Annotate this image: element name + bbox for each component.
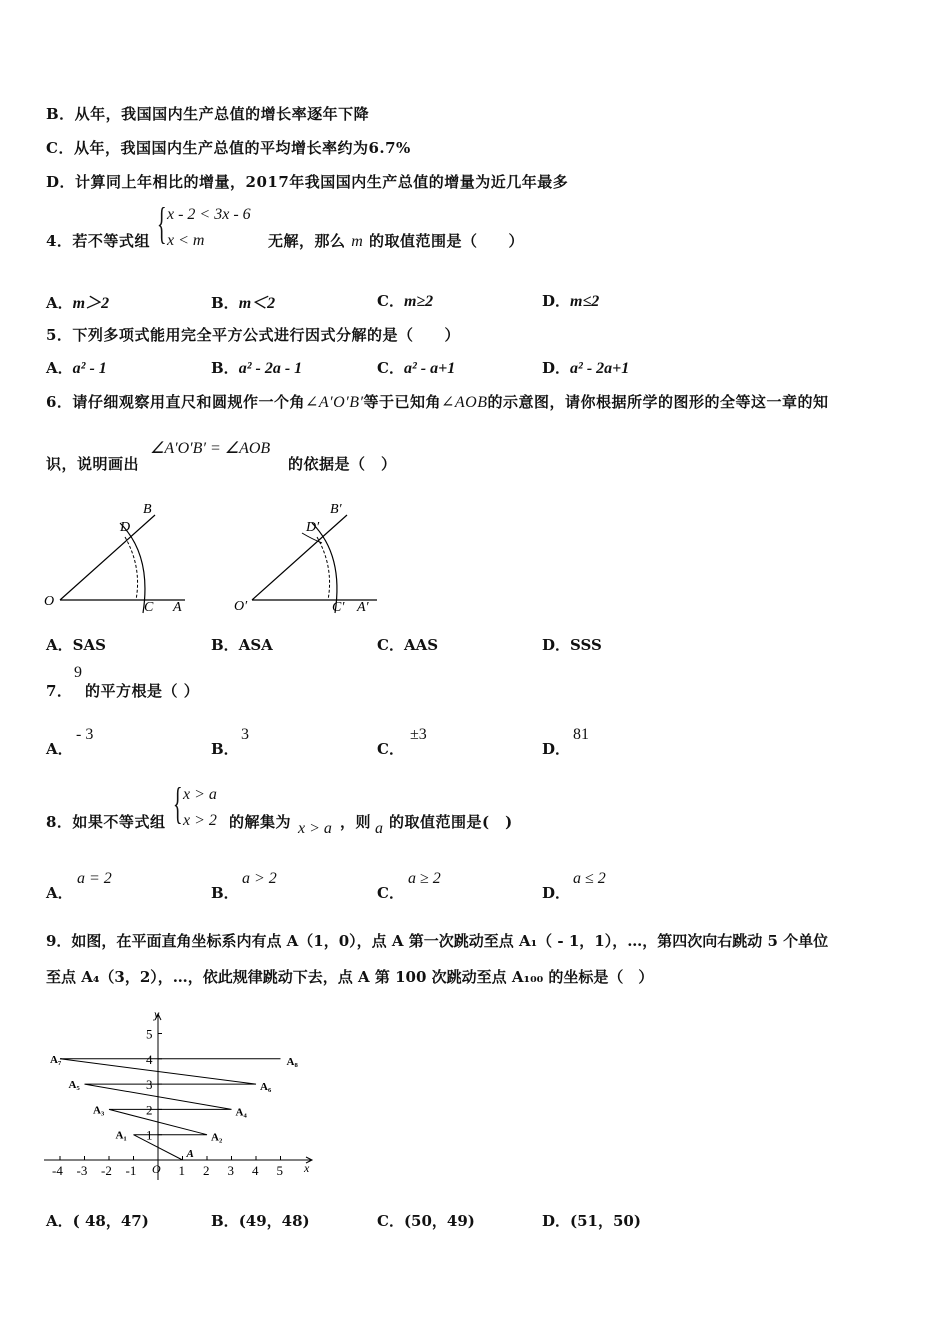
fig2-label-d: D′ bbox=[306, 520, 320, 535]
fig2-label-o: O′ bbox=[234, 599, 248, 614]
point-label-a6: A₆ bbox=[260, 1081, 272, 1094]
q8-stem-suffix: 的取值范围是( ) bbox=[389, 813, 513, 831]
q4-stem-suffix: 无解，那么 m 的取值范围是（ ） bbox=[268, 232, 525, 250]
q9-coordinate-graph bbox=[40, 1008, 325, 1188]
q6-stem-line1: 6．请仔细观察用直尺和圆规作一个角∠A′O′B′等于已知角∠AOB的示意图，请你根据所学的图形的全等这一章的知 bbox=[46, 393, 829, 411]
fig1-label-d: D bbox=[120, 520, 131, 535]
q7-option-c-value: ±3 bbox=[410, 726, 427, 743]
q7-option-d-value: 81 bbox=[573, 726, 589, 743]
y-tick-label: 4 bbox=[146, 1051, 153, 1067]
q4-inequality-system: { x - 2 < 3x - 6 x < m bbox=[157, 199, 251, 249]
q4-option-d[interactable]: D．m≤2 bbox=[542, 292, 600, 310]
q4-inequality-2: x < m bbox=[167, 232, 205, 249]
q8-option-d-letter[interactable]: D． bbox=[542, 884, 571, 902]
point-label-a2: A₂ bbox=[211, 1131, 223, 1144]
q7-radicand: 9 bbox=[74, 664, 82, 681]
y-tick-label: 1 bbox=[146, 1127, 153, 1143]
y-tick-label: 5 bbox=[146, 1026, 153, 1042]
q6-option-d[interactable]: D．SSS bbox=[542, 636, 602, 654]
q8-inequality-system: { x > a x > 2 bbox=[173, 779, 217, 829]
q8-stem-mid: 的解集为 bbox=[229, 813, 292, 831]
x-tick-label: 4 bbox=[252, 1163, 259, 1178]
q6-figure-constructed-angle bbox=[232, 495, 392, 620]
x-tick-label: -2 bbox=[101, 1163, 112, 1178]
q4-stem-prefix: 4．若不等式组 bbox=[46, 232, 150, 250]
origin-label: O bbox=[152, 1162, 161, 1176]
q3-option-d: D．计算同上年相比的增量，2017年我国国内生产总值的增量为近几年最多 bbox=[46, 173, 569, 191]
q6-option-b[interactable]: B．ASA bbox=[211, 636, 273, 654]
point-label-a1: A₁ bbox=[115, 1129, 127, 1142]
fig2-label-c: C′ bbox=[332, 600, 345, 615]
q9-option-b[interactable]: B．(49，48) bbox=[211, 1212, 310, 1230]
q5-option-c[interactable]: C．a² - a+1 bbox=[377, 359, 456, 377]
q8-option-b-letter[interactable]: B． bbox=[211, 884, 239, 902]
q3-option-c: C．从年，我国国内生产总值的平均增长率约为6.7% bbox=[46, 139, 411, 157]
q4-option-c[interactable]: C．m≥2 bbox=[377, 292, 434, 310]
q8-inequality-1: x > a bbox=[183, 786, 217, 803]
q8-stem-prefix: 8．如果不等式组 bbox=[46, 813, 166, 831]
point-label-a3: A₃ bbox=[93, 1104, 105, 1117]
q8-solution-set: x > a bbox=[298, 820, 332, 837]
q7-option-a-value: - 3 bbox=[76, 726, 94, 743]
q8-option-c-letter[interactable]: C． bbox=[377, 884, 404, 902]
q9-stem-line2: 至点 A₄（3，2），…，依此规律跳动下去，点 A 第 100 次跳动至点 A₁₀₀ 的坐标是（ ） bbox=[46, 968, 654, 986]
x-tick-label: -1 bbox=[125, 1163, 137, 1178]
q8-option-c-value: a ≥ 2 bbox=[408, 870, 441, 887]
q5-option-a[interactable]: A．a² - 1 bbox=[46, 359, 107, 377]
q7-number: 7． bbox=[46, 682, 73, 700]
fig1-label-b: B bbox=[143, 502, 152, 517]
x-axis-label: x bbox=[304, 1161, 310, 1175]
q6-equation: ∠A′O′B′ = ∠AOB bbox=[150, 440, 271, 457]
q5-option-d[interactable]: D．a² - 2a+1 bbox=[542, 359, 630, 377]
point-label-a5: A₅ bbox=[68, 1079, 80, 1092]
q9-option-a[interactable]: A．( 48，47) bbox=[46, 1212, 149, 1230]
fig1-label-o: O bbox=[44, 594, 55, 609]
q3-option-b: B．从年，我国国内生产总值的增长率逐年下降 bbox=[46, 105, 370, 123]
q8-stem-then: ，则 bbox=[340, 813, 372, 831]
q7-option-d-letter[interactable]: D． bbox=[542, 740, 571, 758]
fig2-label-b: B′ bbox=[330, 502, 342, 517]
x-tick-label: -3 bbox=[76, 1163, 88, 1178]
fig2-label-a: A′ bbox=[357, 600, 369, 615]
point-label-a4: A₄ bbox=[235, 1106, 247, 1119]
q6-stem-line2-prefix: 识，说明画出 bbox=[46, 455, 140, 473]
y-tick-label: 2 bbox=[146, 1102, 153, 1118]
fig1-label-c: C bbox=[144, 600, 154, 615]
x-tick-label: -4 bbox=[52, 1163, 63, 1178]
q7-option-b-value: 3 bbox=[241, 726, 249, 743]
q4-option-b[interactable]: B．m＜2 bbox=[211, 294, 276, 312]
q7-option-b-letter[interactable]: B． bbox=[211, 740, 239, 758]
q9-stem-line1: 9．如图，在平面直角坐标系内有点 A（1，0），点 A 第一次跳动至点 A₁（ - 1，1），…，第四次向右跳动 5 个单位 bbox=[46, 932, 829, 950]
x-tick-label: 2 bbox=[203, 1163, 210, 1178]
q8-variable: a bbox=[375, 820, 383, 837]
q8-option-b-value: a > 2 bbox=[242, 870, 277, 887]
fig1-label-a: A bbox=[173, 600, 182, 615]
q6-figure-original-angle bbox=[40, 495, 200, 620]
q8-option-a-letter[interactable]: A． bbox=[46, 884, 73, 902]
q5-stem: 5．下列多项式能用完全平方公式进行因式分解的是（ ） bbox=[46, 326, 460, 344]
q9-option-d[interactable]: D．(51，50) bbox=[542, 1212, 641, 1230]
q6-option-a[interactable]: A．SAS bbox=[46, 636, 106, 654]
q9-option-c[interactable]: C．(50，49) bbox=[377, 1212, 475, 1230]
y-axis-label: y bbox=[154, 1008, 160, 1021]
x-tick-label: 5 bbox=[276, 1163, 283, 1178]
q5-option-b[interactable]: B．a² - 2a - 1 bbox=[211, 359, 303, 377]
q4-option-a[interactable]: A．m＞2 bbox=[46, 294, 110, 312]
q7-option-a-letter[interactable]: A． bbox=[46, 740, 73, 758]
q7-stem: 的平方根是（ ） bbox=[85, 682, 200, 700]
q6-stem-line2-suffix: 的依据是（ ） bbox=[288, 455, 397, 473]
q8-option-a-value: a = 2 bbox=[77, 870, 112, 887]
q8-inequality-2: x > 2 bbox=[183, 812, 217, 829]
y-tick-label: 3 bbox=[146, 1077, 153, 1093]
q8-option-d-value: a ≤ 2 bbox=[573, 870, 606, 887]
q7-option-c-letter[interactable]: C． bbox=[377, 740, 404, 758]
point-label-a7: A₇ bbox=[50, 1053, 62, 1066]
q6-option-c[interactable]: C．AAS bbox=[377, 636, 439, 654]
point-label-a8: A₈ bbox=[286, 1055, 298, 1068]
x-tick-label: 3 bbox=[227, 1163, 234, 1178]
q4-inequality-1: x - 2 < 3x - 6 bbox=[167, 206, 251, 223]
point-label-a: A bbox=[186, 1148, 194, 1160]
x-tick-label: 1 bbox=[178, 1163, 185, 1178]
